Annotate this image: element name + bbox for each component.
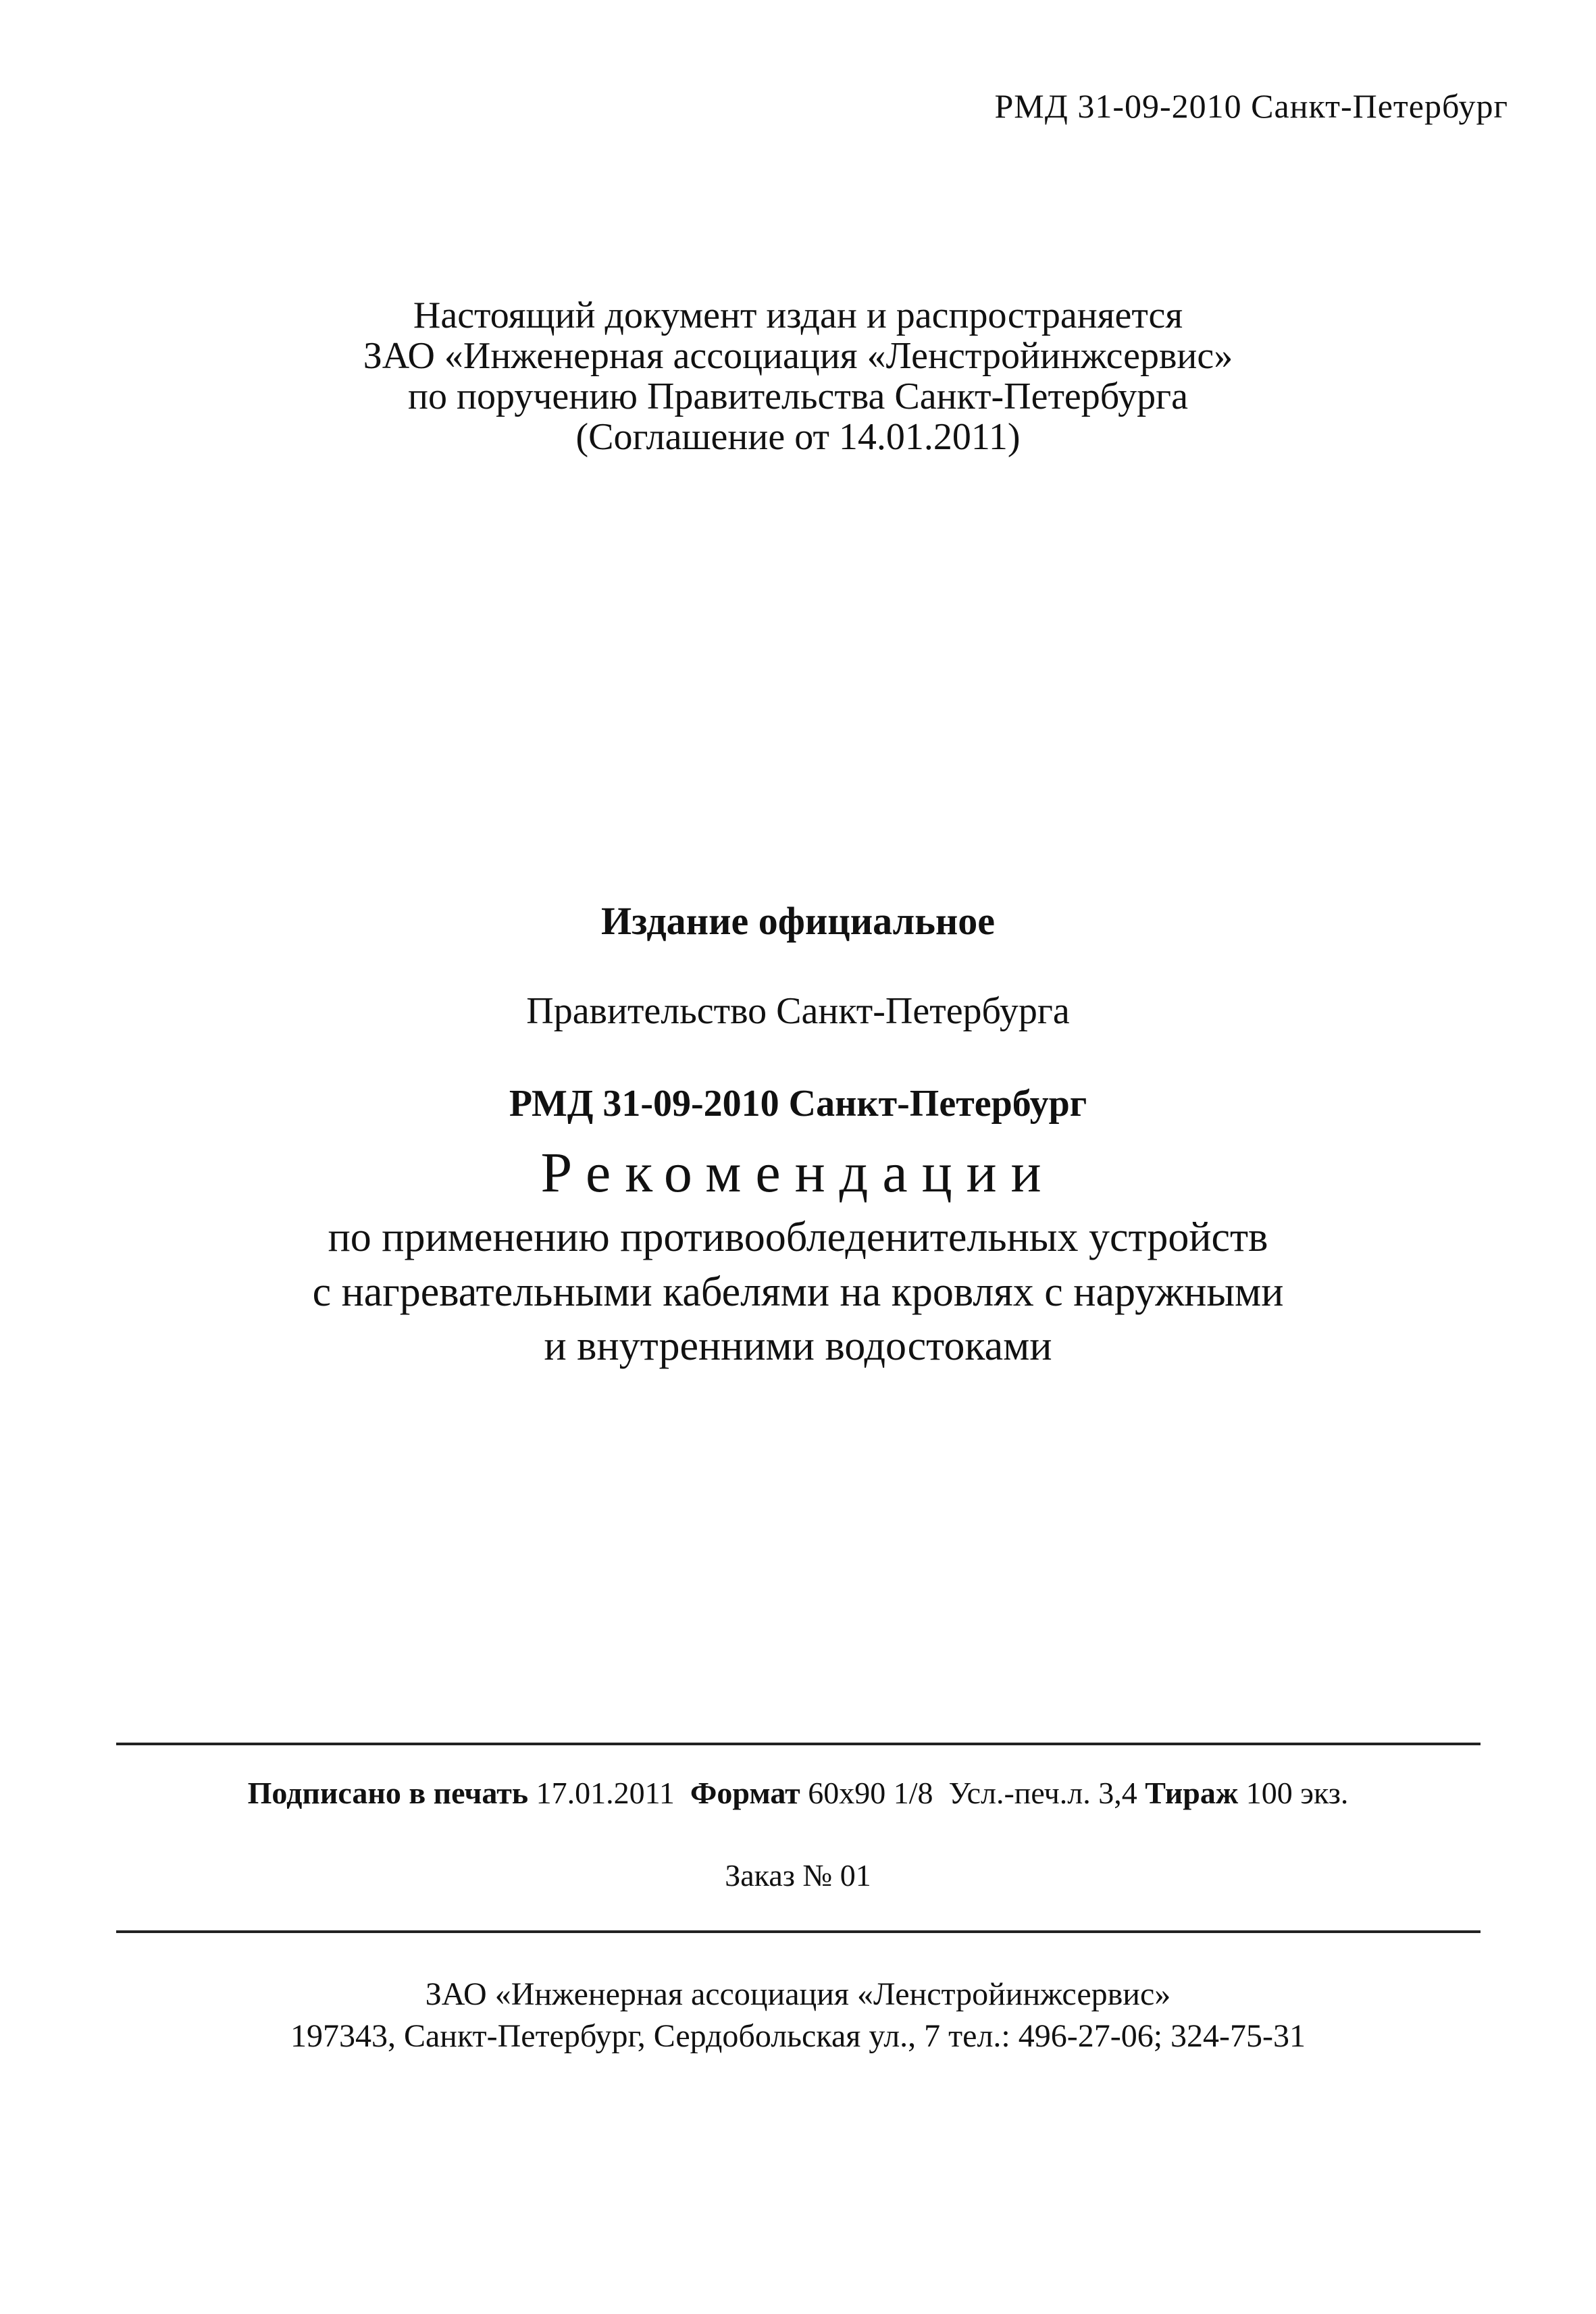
run-label: Тираж [1145, 1776, 1239, 1810]
distribution-line: ЗАО «Инженерная ассоциация «Ленстройинжсервис» [363, 334, 1233, 377]
sheets-value: 3,4 [1098, 1776, 1137, 1810]
distribution-line: (Соглашение от 14.01.2011) [575, 415, 1021, 458]
document-subtitle [0, 1210, 1596, 1374]
publisher-address: 197343, Санкт-Петербург, Сердобольская ул., 7 тел.: 496-27-06; 324-75-31 [290, 2018, 1306, 2055]
official-edition-label: Издание официальное [600, 899, 996, 943]
document-code: РМД 31-09-2010 Санкт-Петербург [509, 1083, 1087, 1125]
format-label: Формат [690, 1776, 800, 1810]
divider-top [116, 1743, 1481, 1745]
subtitle-line: по применению противообледенительных устройств [328, 1214, 1268, 1260]
publisher-block [0, 1974, 1596, 2058]
format-value: 60х90 1/8 [808, 1776, 933, 1810]
header-document-code: РМД 31-09-2010 Санкт-Петербург [994, 87, 1508, 125]
sheets-label: Усл.-печ.л. [948, 1776, 1091, 1810]
divider-bottom [116, 1930, 1481, 1933]
publisher-name: ЗАО «Инженерная ассоциация «Ленстройинжсервис» [425, 1976, 1171, 2012]
subtitle-line: и внутренними водостоками [544, 1323, 1052, 1370]
government-name: Правительство Санкт-Петербурга [526, 990, 1070, 1032]
order-number: Заказ № 01 [725, 1858, 871, 1893]
distribution-line: Настоящий документ издан и распространяется [413, 294, 1183, 336]
subtitle-line: с нагревательными кабелями на кровлях с наружными [312, 1268, 1284, 1315]
distribution-notice [0, 296, 1596, 458]
signed-date: 17.01.2011 [536, 1776, 675, 1810]
document-title: Рекомендации [540, 1141, 1056, 1204]
signed-label: Подписано в печать [247, 1776, 529, 1810]
print-info [0, 1775, 1596, 1811]
run-value: 100 экз. [1245, 1776, 1349, 1810]
distribution-line: по поручению Правительства Санкт-Петербурга [408, 375, 1188, 417]
